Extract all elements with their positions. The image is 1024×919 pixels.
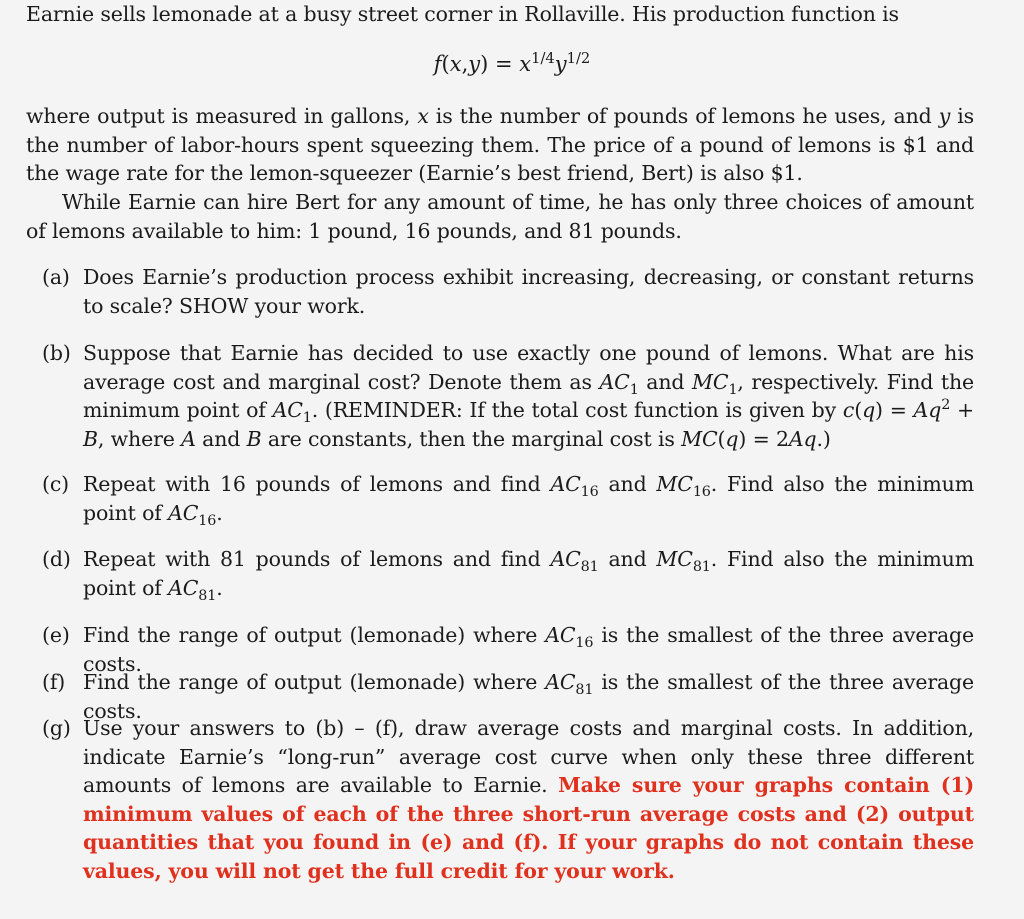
part-label: (a) — [42, 265, 70, 289]
part-d — [42, 545, 974, 602]
part-label: (d) — [42, 547, 71, 571]
part-label: (c) — [42, 472, 70, 496]
intro-paragraph-variables: where output is measured in gallons, x is the number of pounds of lemons he uses, and y is the number of labor-hours spent squeezing them. The price of a pound of lemons is $1 and the wage rate for the lemon-squeezer (Earnie’s best friend, Bert) is also $1. — [26, 104, 974, 185]
part-g — [42, 714, 974, 885]
part-text: Find the range of output (lemonade) where $AC_{81}$ is the smallest of the three average costs. — [83, 670, 974, 723]
part-label: (g) — [42, 716, 71, 740]
part-text: Does Earnie’s production process exhibit increasing, decreasing, or constant returns to scale? SHOW your work. — [83, 265, 974, 318]
part-text: Repeat with 16 pounds of lemons and find $AC_{16}$ and $MC_{16}$. Find also the minimum point of $AC_{16}$. — [83, 472, 974, 529]
grading-warning: Make sure your graphs contain (1) minimum values of each of the three short-run average costs and (2) output quantities that you found in (e) and (f). If your graphs do not contain these values, you will not get the full credit for your work. — [83, 773, 974, 883]
part-text: Find the range of output (lemonade) where $AC_{16}$ is the smallest of the three average costs. — [83, 623, 974, 676]
part-a — [42, 263, 974, 320]
production-function-formula: $f(x,y) = x^{1/4}y^{1/2}$ — [433, 50, 591, 76]
intro-line: Earnie sells lemonade at a busy street corner in Rollaville. His production function is — [26, 2, 899, 26]
part-label: (f) — [42, 670, 66, 694]
part-label: (e) — [42, 623, 70, 647]
part-c — [42, 470, 974, 527]
part-text: Suppose that Earnie has decided to use exactly one pound of lemons. What are his average cost and marginal cost? Denote them as $AC_1$ and $MC_1$, respectively. Find the minimum point of $AC_1$. (REMINDER: If the total cost function is given by $c(q) = Aq^2 + B$, where A and B are constants, then the marginal cost is MC(q) = 2Aq.) — [83, 341, 975, 451]
part-text: Repeat with 81 pounds of lemons and find $AC_{81}$ and $MC_{81}$. Find also the minimum point of $AC_{81}$. — [83, 547, 974, 604]
part-label: (b) — [42, 341, 71, 365]
intro-paragraph-choices: While Earnie can hire Bert for any amount of time, he has only three choices of amount of lemons available to him: 1 pound, 16 pounds, and 81 pounds. — [26, 190, 974, 243]
part-b — [42, 339, 974, 453]
part-text: Use your answers to (b) – (f), draw average costs and marginal costs. In addition, indicate Earnie’s “long-run” average cost curve when only these three different amounts of lemons are available to Earnie. Make sure your graphs contain (1) minimum values of each of the three short-run average costs and (2) output quantities that you found in (e) and (f). If your graphs do not contain these values, you will not get the full credit for your work. — [83, 716, 974, 883]
